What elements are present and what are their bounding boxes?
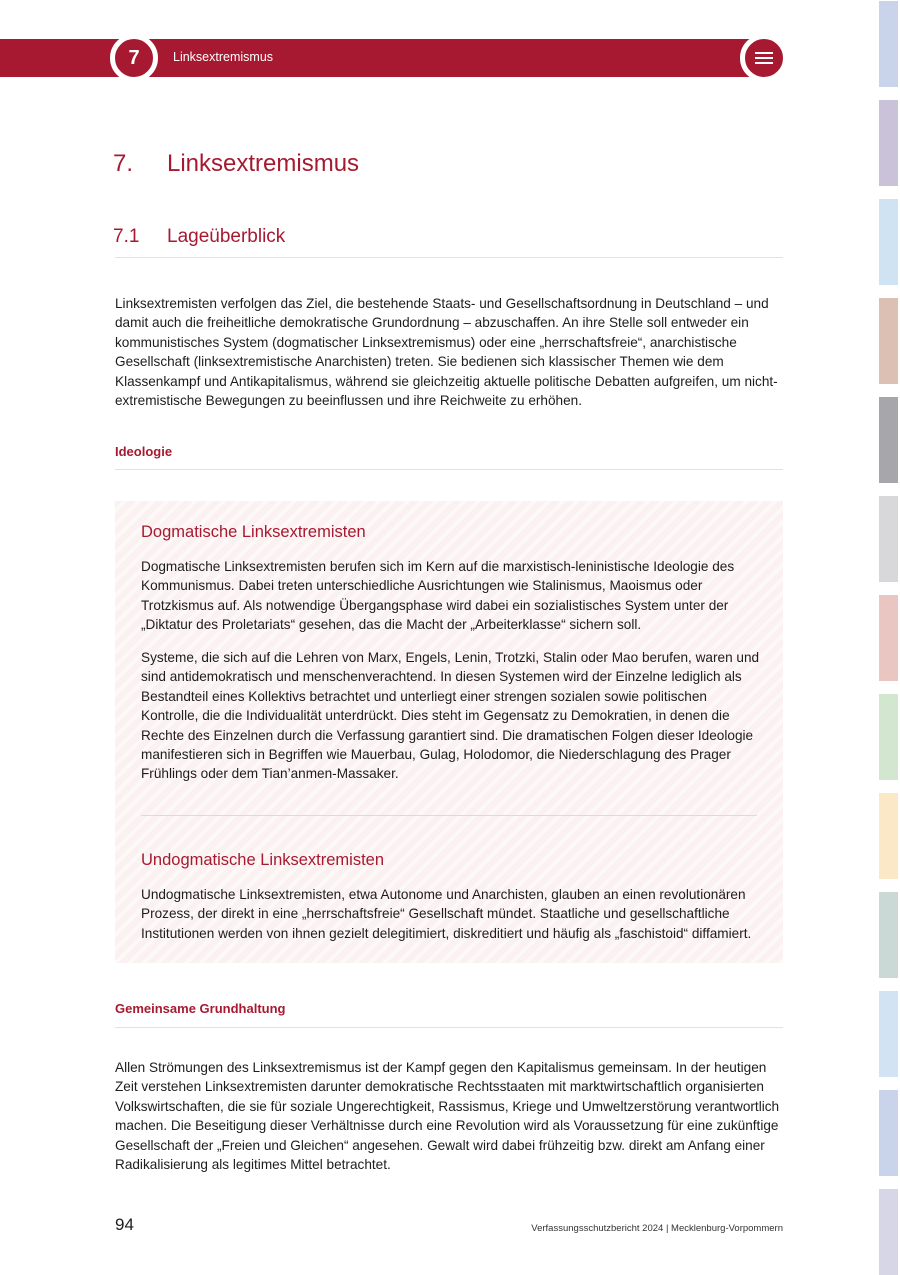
- dogmatic-paragraph-2: Systeme, die sich auf die Lehren von Marx, Engels, Lenin, Trotzki, Stalin oder Mao berufen, waren und sind antidemokratisch und menschenverachtend. In diesen Systemen wird der Einzelne lediglich als Bestandteil eines Kollektivs betrachtet und unterliegt einer strengen sozialen sowie politischen Kontrolle, die die Individualität unterdrückt. Dies steht im Gegensatz zu Demokratien, in denen die Rechte des Einzelnen durch die Verfassung garantiert sind. Die dramatischen Folgen dieser Ideologie manifestieren sich in Begriffen wie Mauerbau, Gulag, Holodomor, die Niederschlagung des Prager Frühlings oder dem Tian’anmen-Massaker.: [141, 650, 760, 782]
- side-tab-3[interactable]: [879, 199, 898, 285]
- section-title: Linksextremismus: [167, 150, 360, 177]
- publication-footer: Verfassungsschutzbericht 2024 | Mecklenburg-Vorpommern: [531, 1223, 783, 1234]
- side-tab-13[interactable]: [879, 1189, 898, 1275]
- subsection-heading: [113, 226, 285, 248]
- subsection-number: 7.1: [113, 226, 140, 247]
- dogmatic-title: Dogmatische Linksextremisten: [141, 523, 366, 541]
- side-tab-1[interactable]: [879, 1, 898, 87]
- section-number: 7.: [113, 150, 134, 177]
- undogmatic-title: Undogmatische Linksextremisten: [141, 851, 385, 869]
- side-tab-5[interactable]: [879, 397, 898, 483]
- dogmatic-paragraph-1: Dogmatische Linksextremisten berufen sich im Kern auf die marxistisch-leninistische Ideologie des Kommunismus. Dabei treten unterschiedliche Ausrichtungen wie Stalinismus, Maoismus oder Trotzkismus auf. Als notwendige Übergangsphase wird dabei ein sozialistisches System unter der „Diktatur des Proletariats“ gesehen, das die Macht der „Arbeiterklasse“ sichern soll.: [141, 559, 735, 633]
- common-paragraph: Allen Strömungen des Linksextremismus ist der Kampf gegen den Kapitalismus gemeinsam. In der heutigen Zeit verstehen Linksextremisten darunter demokratische Rechtsstaaten mit marktwirtschaftlich organisierten Volkswirtschaften, die sie für soziale Ungerechtigkeit, Rassismus, Kriege und Umweltzerstörung verantwortlich machen. Die Beseitigung dieser Verhältnisse durch eine Revolution wird als Voraussetzung für eine zukünftige Gesellschaft der „Freien und Gleichen“ angesehen. Gewalt wird dabei frühzeitig bzw. direkt am Anfang einer Radikalisierung als legitimes Mittel betrachtet.: [115, 1060, 780, 1173]
- side-tab-12[interactable]: [879, 1090, 898, 1176]
- side-tab-7[interactable]: [879, 595, 898, 681]
- divider: [115, 469, 783, 470]
- divider: [115, 257, 783, 258]
- side-tab-6[interactable]: [879, 496, 898, 582]
- page-number: 94: [115, 1215, 134, 1234]
- divider: [115, 1027, 783, 1028]
- subsection-title: Lageüberblick: [167, 226, 286, 247]
- hamburger-menu-icon[interactable]: [740, 34, 788, 82]
- side-tab-4[interactable]: [879, 298, 898, 384]
- ideologie-heading: Ideologie: [115, 444, 173, 459]
- side-tab-2[interactable]: [879, 100, 898, 186]
- undogmatic-paragraph: Undogmatische Linksextremisten, etwa Autonome und Anarchisten, glauben an einen revolutionären Prozess, der direkt in eine „herrschaftsfreie“ Gesellschaft mündet. Staatliche und gesellschaftliche Institutionen werden von ihnen gezielt delegitimiert, diskreditiert und häufig als „faschistoid“ diffamiert.: [141, 887, 752, 941]
- box-divider: [141, 815, 757, 816]
- chapter-title-header: Linksextremismus: [173, 50, 274, 64]
- side-tab-8[interactable]: [879, 694, 898, 780]
- section-heading: [113, 150, 359, 178]
- chapter-number-badge: 7: [110, 34, 158, 82]
- side-tab-10[interactable]: [879, 892, 898, 978]
- side-tab-9[interactable]: [879, 793, 898, 879]
- intro-paragraph: Linksextremisten verfolgen das Ziel, die bestehende Staats- und Gesellschaftsordnung in Deutschland – und damit auch die freiheitliche demokratische Grundordnung – abzuschaffen. An ihre Stelle soll entweder ein kommunistisches System (dogmatischer Linksextremismus) oder eine „herrschaftsfreie“, anarchistische Gesellschaft (linksextremistische Anarchisten) treten. Sie bedienen sich klassischer Themen wie dem Klassenkampf und Antikapitalismus, während sie gleichzeitig aktuelle politische Debatten aufgreifen, um nicht-extremistische Bewegungen zu beeinflussen und ihre Reichweite zu erhöhen.: [115, 296, 778, 409]
- common-heading: Gemeinsame Grundhaltung: [115, 1001, 286, 1016]
- side-tab-11[interactable]: [879, 991, 898, 1077]
